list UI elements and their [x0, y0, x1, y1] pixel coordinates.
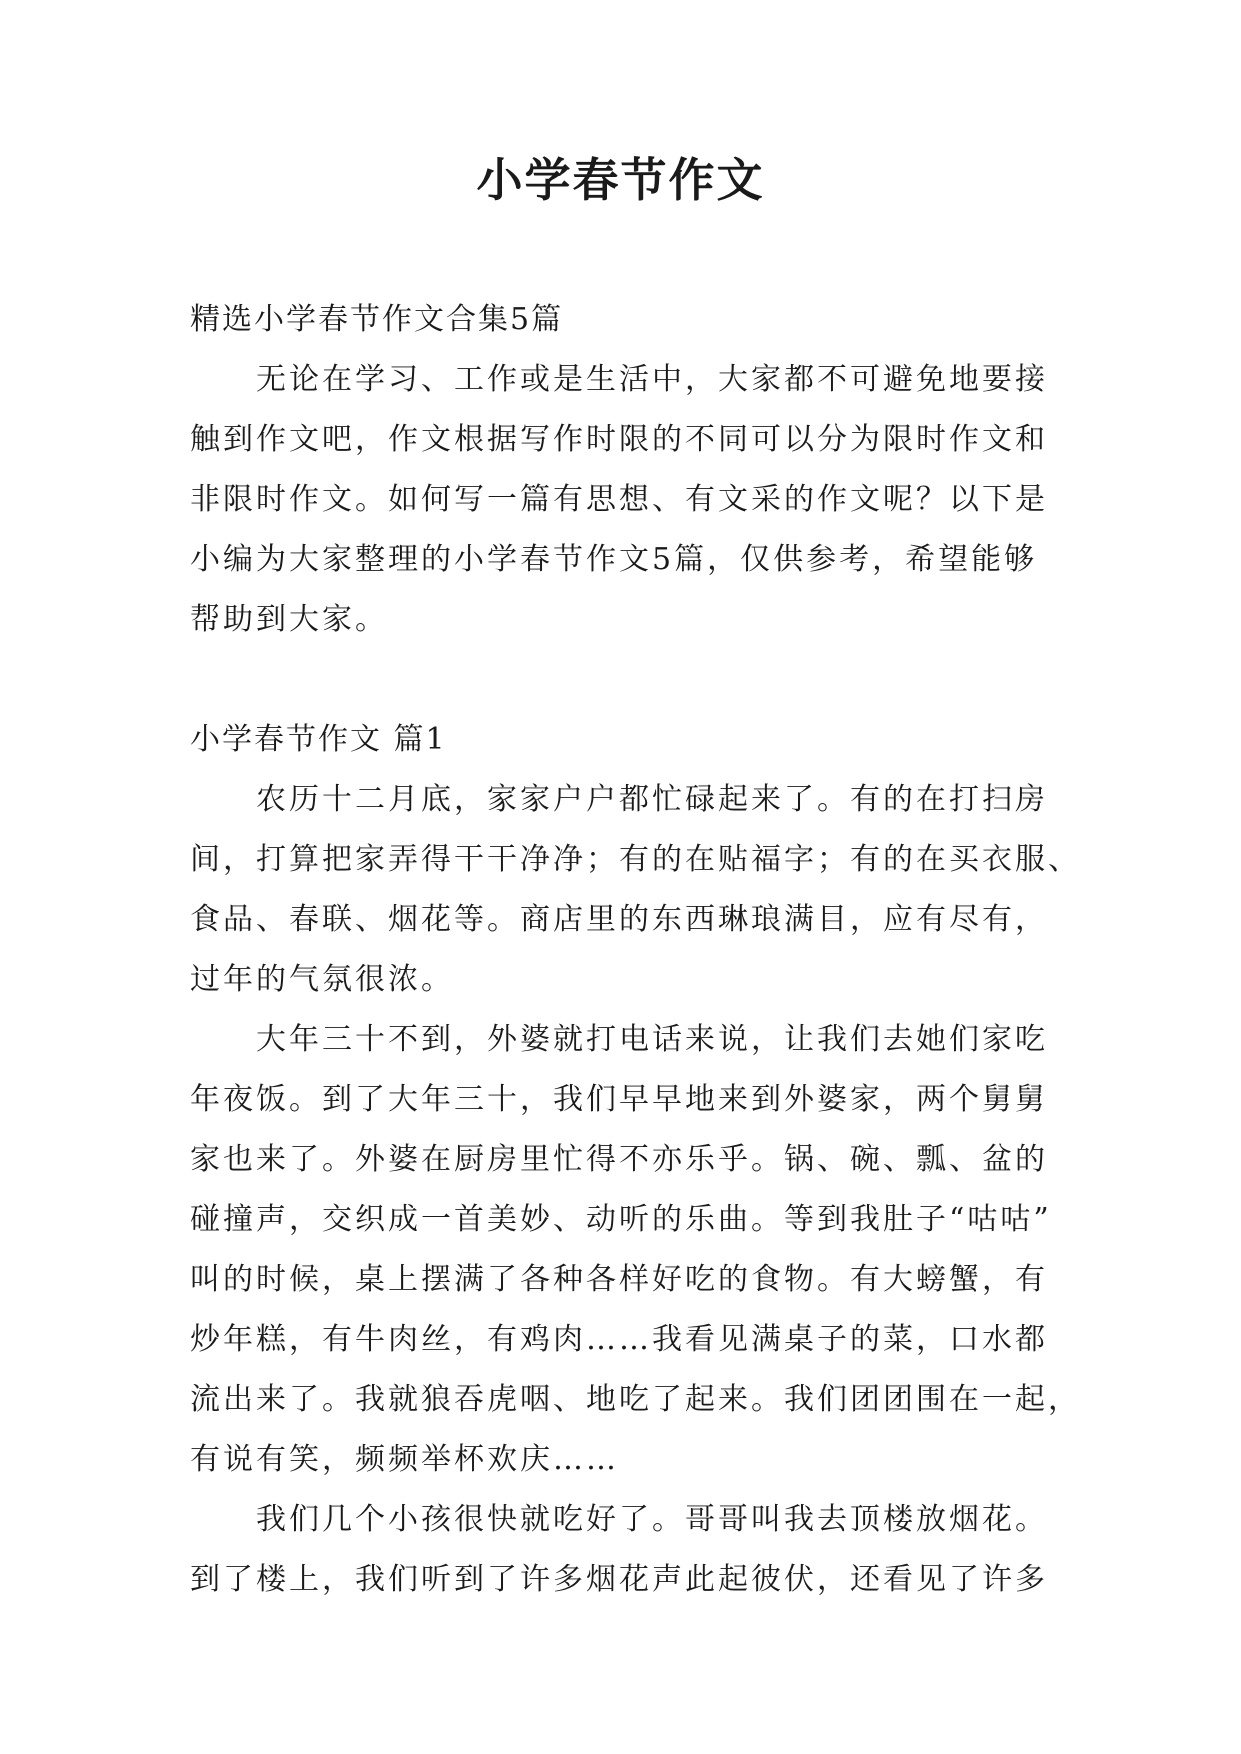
- paragraph-line: 农历十二月底，家家户户都忙碌起来了。有的在打扫房: [256, 782, 1048, 817]
- paragraph-line: 碰撞声，交织成一首美妙、动听的乐曲。等到我肚子“咕咕”: [190, 1202, 1052, 1237]
- paragraph-line: 到了楼上，我们听到了许多烟花声此起彼伏，还看见了许多: [190, 1562, 1048, 1597]
- collection-subtitle: 精选小学春节作文合集5篇: [190, 302, 564, 337]
- paragraph-line: 家也来了。外婆在厨房里忙得不亦乐乎。锅、碗、瓢、盆的: [190, 1142, 1048, 1177]
- paragraph-line: 炒年糕，有牛肉丝，有鸡肉……我看见满桌子的菜，口水都: [190, 1322, 1048, 1357]
- document-title: 小学春节作文: [476, 153, 765, 207]
- essay-paragraph-3: [190, 1490, 1050, 1610]
- intro-line: 帮助到大家。: [190, 602, 388, 637]
- section-gap: [190, 650, 1050, 710]
- paragraph-line: 我们几个小孩很快就吃好了。哥哥叫我去顶楼放烟花。: [256, 1502, 1048, 1537]
- document-body: [190, 290, 1081, 1610]
- intro-line: 小编为大家整理的小学春节作文5篇，仅供参考，希望能够: [190, 542, 1038, 577]
- paragraph-line: 间，打算把家弄得干干净净；有的在贴福字；有的在买衣服、: [190, 842, 1081, 877]
- paragraph-line: 叫的时候，桌上摆满了各种各样好吃的食物。有大螃蟹，有: [190, 1262, 1048, 1297]
- paragraph-line: 食品、春联、烟花等。商店里的东西琳琅满目，应有尽有，: [190, 902, 1048, 937]
- intro-paragraph: [190, 350, 1050, 650]
- section-heading: 小学春节作文 篇1: [190, 722, 447, 757]
- intro-line: 无论在学习、工作或是生活中，大家都不可避免地要接: [256, 362, 1048, 397]
- essay-paragraph-1: [190, 770, 1081, 1010]
- paragraph-line: 有说有笑，频频举杯欢庆……: [190, 1442, 619, 1477]
- paragraph-line: 大年三十不到，外婆就打电话来说，让我们去她们家吃: [256, 1022, 1048, 1057]
- paragraph-line: 年夜饭。到了大年三十，我们早早地来到外婆家，两个舅舅: [190, 1082, 1048, 1117]
- intro-line: 非限时作文。如何写一篇有思想、有文采的作文呢？以下是: [190, 482, 1048, 517]
- paragraph-line: 过年的气氛很浓。: [190, 962, 454, 997]
- paragraph-line: 流出来了。我就狼吞虎咽、地吃了起来。我们团团围在一起，: [190, 1382, 1081, 1417]
- intro-line: 触到作文吧，作文根据写作时限的不同可以分为限时作文和: [190, 422, 1048, 457]
- essay-paragraph-2: [190, 1010, 1081, 1490]
